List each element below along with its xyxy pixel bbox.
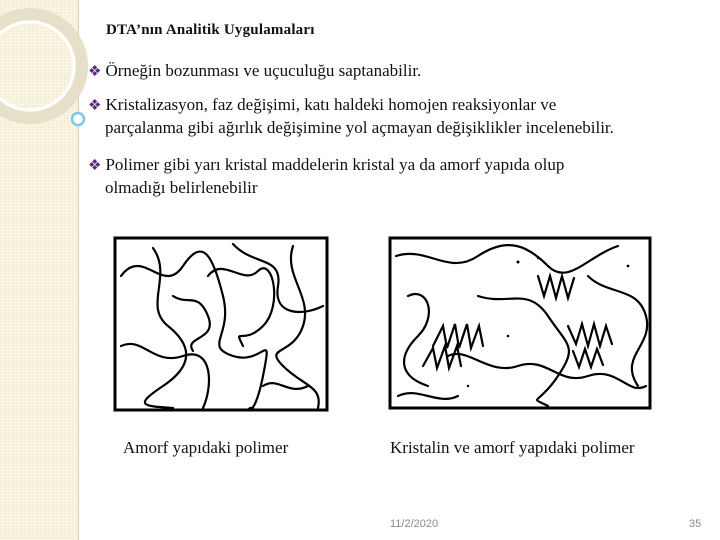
diamond-bullet-icon: ❖ <box>88 64 102 80</box>
bullet-item-1 <box>88 60 421 83</box>
footer-date: 11/2/2020 <box>390 518 439 530</box>
bullet-text: Örneğin bozunması ve uçuculuğu saptanabilir. <box>105 61 422 80</box>
footer-page-number: 35 <box>689 518 702 530</box>
semicrystalline-polymer-diagram <box>388 236 658 412</box>
slide-title: DTA’nın Analitik Uygulamaları <box>106 22 315 38</box>
bullet-item-2 <box>88 94 713 139</box>
figure-caption-semicrystalline: Kristalin ve amorf yapıdaki polimer <box>390 438 635 457</box>
amorphous-polymer-diagram <box>113 236 329 412</box>
bullet-text: Kristalizasyon, faz değişimi, katı haldeki homojen reaksiyonlar ve <box>105 95 557 114</box>
bullet-text-continued: parçalanma gibi ağırlık değişimine yol açmayan değişiklikler incelenebilir. <box>105 118 614 137</box>
diamond-bullet-icon: ❖ <box>88 98 102 114</box>
bullet-item-3 <box>88 154 688 199</box>
diamond-bullet-icon: ❖ <box>88 158 102 174</box>
sidebar-divider <box>78 0 79 540</box>
sidebar-background <box>0 0 78 540</box>
bullet-text: Polimer gibi yarı kristal maddelerin kristal ya da amorf yapıda olup <box>105 155 565 174</box>
bullet-text-continued: olmadığı belirlenebilir <box>105 178 258 197</box>
figure-caption-amorphous: Amorf yapıdaki polimer <box>123 438 289 457</box>
